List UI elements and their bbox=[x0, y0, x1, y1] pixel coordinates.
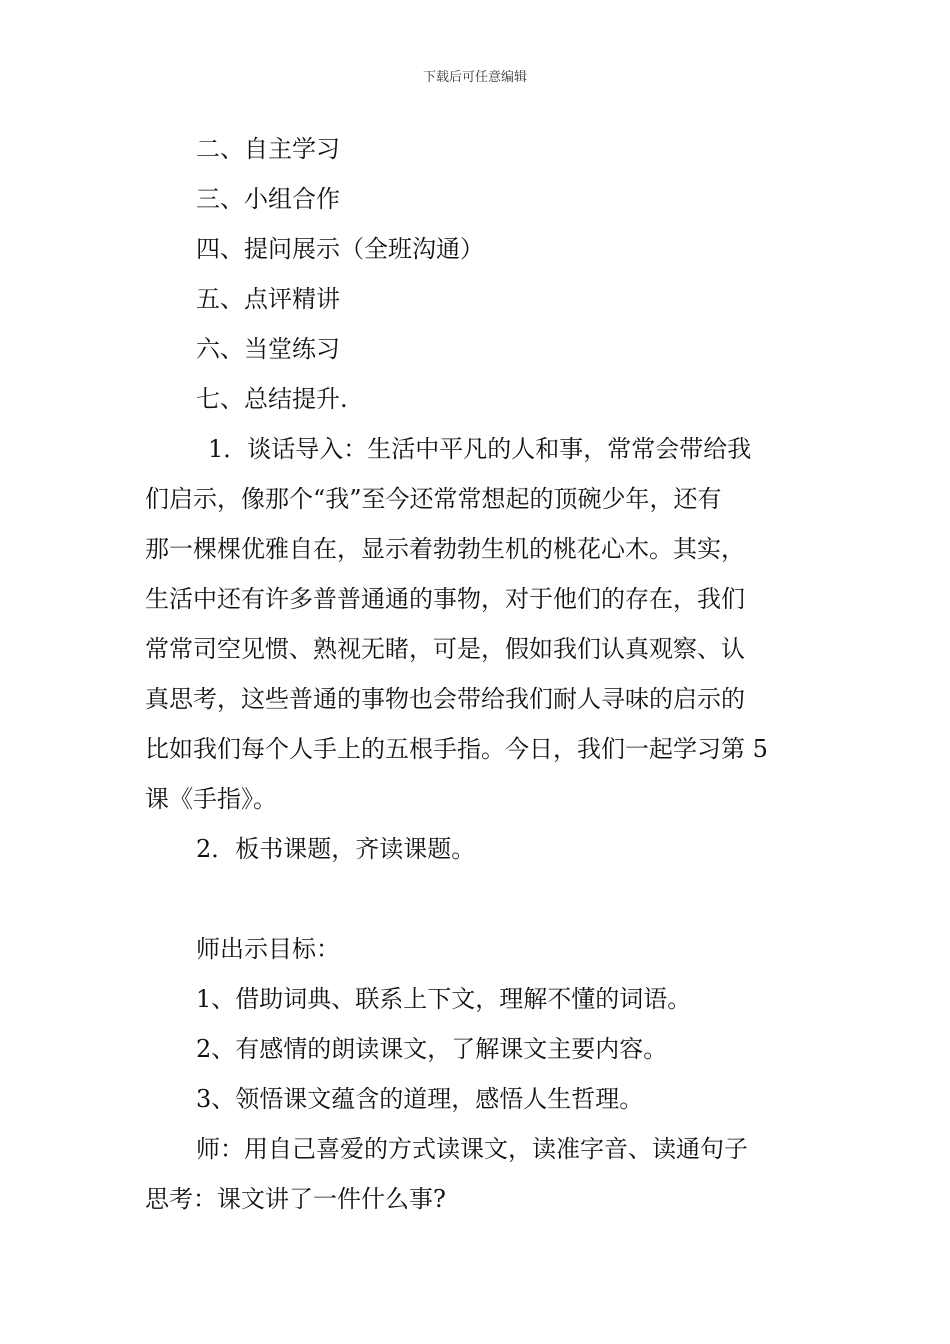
goals-heading: 师出示目标： bbox=[196, 935, 340, 963]
goal-item: 3、领悟课文蕴含的道理，感悟人生哲理。 bbox=[196, 1085, 644, 1113]
step-item: 二、自主学习 bbox=[196, 135, 340, 163]
step-item: 五、点评精讲 bbox=[196, 285, 340, 313]
intro-paragraph-line: 课《手指》。 bbox=[145, 785, 277, 813]
task-paragraph-line: 思考：课文讲了一件什么事? bbox=[145, 1185, 446, 1213]
goal-item: 1、借助词典、联系上下文，理解不懂的词语。 bbox=[196, 985, 692, 1013]
intro-paragraph-line: 们启示，像那个“我”至今还常常想起的顶碗少年，还有 bbox=[145, 485, 722, 513]
step-item: 三、小组合作 bbox=[196, 185, 340, 213]
step-item: 六、当堂练习 bbox=[196, 335, 340, 363]
intro-paragraph-line: 生活中还有许多普普通通的事物，对于他们的存在，我们 bbox=[145, 585, 745, 613]
blank-line bbox=[145, 874, 807, 924]
task-paragraph-line: 师：用自己喜爱的方式读课文，读准字音、读通句子 bbox=[196, 1135, 748, 1163]
step-item: 四、提问展示（全班沟通） bbox=[196, 235, 484, 263]
intro-paragraph-line: 真思考，这些普通的事物也会带给我们耐人寻味的启示的 bbox=[145, 685, 745, 713]
document-body bbox=[145, 124, 807, 1224]
intro-paragraph-line: 常常司空见惯、熟视无睹，可是，假如我们认真观察、认 bbox=[145, 635, 745, 663]
step-item: 七、总结提升. bbox=[196, 385, 348, 413]
intro-paragraph-line: 那一棵棵优雅自在，显示着勃勃生机的桃花心木。其实， bbox=[145, 535, 745, 563]
intro-paragraph-line: 1．谈话导入：生活中平凡的人和事，常常会带给我 bbox=[208, 435, 752, 463]
page-header: 下载后可任意编辑 bbox=[422, 70, 527, 85]
board-paragraph: 2．板书课题，齐读课题。 bbox=[196, 835, 476, 863]
intro-paragraph-line: 比如我们每个人手上的五根手指。今日，我们一起学习第 5 bbox=[145, 735, 768, 763]
goal-item: 2、有感情的朗读课文，了解课文主要内容。 bbox=[196, 1035, 668, 1063]
